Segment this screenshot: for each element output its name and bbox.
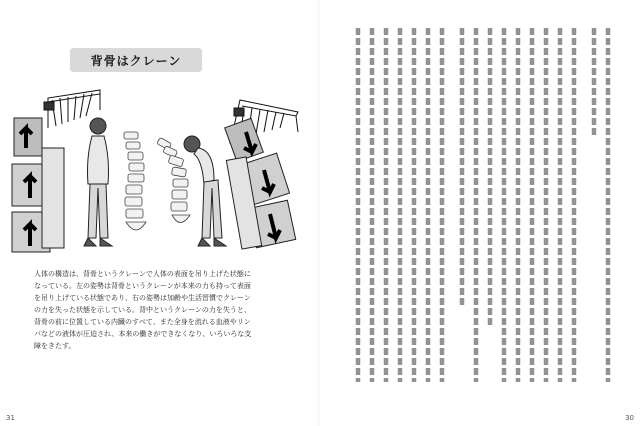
page-number-right: 30 — [625, 414, 634, 422]
bent-person-icon — [184, 136, 226, 246]
figure-title: 背骨はクレーン — [70, 48, 202, 72]
upright-person-icon — [84, 118, 112, 246]
bent-spine-icon — [157, 137, 190, 222]
figure-caption: 人体の構造は、背骨というクレーンで人体の表面を吊り上げた状態に なっている。左の姿勢は背骨というクレーンが本来の力も持って表面 を吊り上げている状態であり、右の姿勢は加齢や生活習慣でクレーン の力を失った状態を示している。背中というクレーンの力を失うと、 背骨の前に位置している内臓のすべて、また全身を流れる血液やリン パなどの液体が圧迫され、本来の働きができなくなり、いろいろな支 障をきたす。 — [34, 270, 252, 350]
crane-spine-illustration — [8, 88, 312, 258]
vertical-text-block — [352, 26, 614, 386]
upright-spine-icon — [124, 132, 146, 230]
left-blocks-icon — [12, 118, 64, 252]
page-number-left: 31 — [6, 414, 15, 422]
right-blocks-icon — [225, 118, 296, 249]
